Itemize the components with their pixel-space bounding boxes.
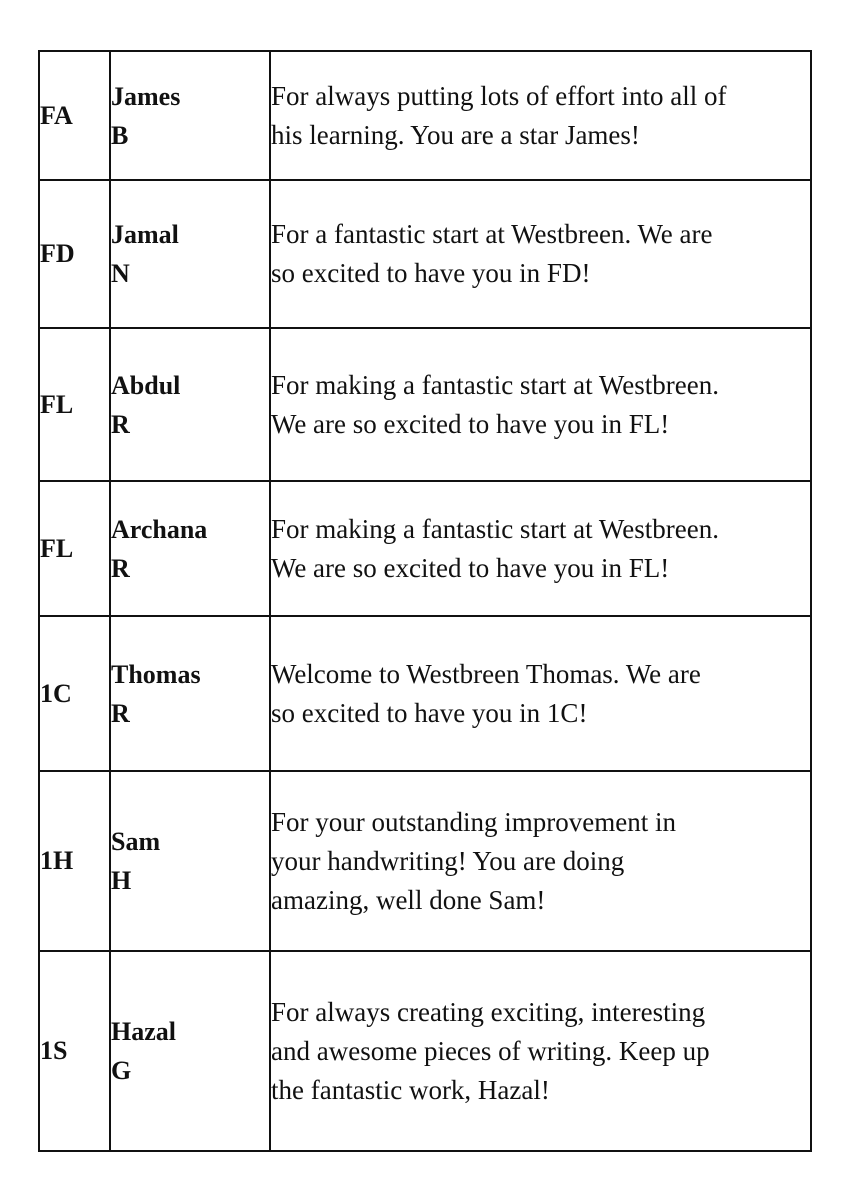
reason-line: amazing, well done Sam! [271,884,546,915]
reason-line: so excited to have you in FD! [271,258,591,288]
table-row [39,951,811,1151]
pupil-first-name: Hazal [111,1017,176,1046]
reason-line: so excited to have you in 1C! [271,697,588,728]
pupil-initial: H [111,866,132,895]
reason-line: and awesome pieces of writing. Keep up [271,1035,710,1066]
reason-line: his learning. You are a star James! [271,119,640,150]
pupil-name-cell [110,51,270,180]
reason-line: We are so excited to have you in FL! [271,408,670,439]
pupil-initial: B [111,120,129,150]
class-cell: 1C [39,616,110,771]
pupil-initial: R [111,553,130,583]
reason-line: Welcome to Westbreen Thomas. We are [271,658,701,689]
pupil-first-name: Abdul [111,370,181,400]
pupil-name-cell [110,180,270,328]
reason-line: For your outstanding improvement in [271,806,676,837]
reason-line: For a fantastic start at Westbreen. We are [271,219,713,249]
table-row [39,328,811,481]
pupil-first-name: Thomas [111,659,201,689]
reason-cell [270,481,811,616]
pupil-initial: G [111,1056,132,1085]
pupil-name-cell [110,771,270,951]
reason-line: We are so excited to have you in FL! [271,552,670,583]
class-cell: 1H [39,771,110,951]
reason-line: For making a fantastic start at Westbreen. [271,369,719,400]
table-row [39,180,811,328]
class-cell: FA [39,51,110,180]
table-row [39,481,811,616]
pupil-name-cell [110,951,270,1151]
table-row [39,51,811,180]
reason-cell [270,616,811,771]
reason-line: For always creating exciting, interesting [271,996,706,1027]
pupil-first-name: Sam [111,827,161,856]
reason-cell [270,771,811,951]
class-cell: FL [39,481,110,616]
pupil-initial: N [111,259,130,288]
pupil-name-cell [110,616,270,771]
pupil-first-name: Archana [111,514,208,544]
reason-cell [270,51,811,180]
reason-line: your handwriting! You are doing [271,845,625,876]
pupil-name-cell [110,328,270,481]
table-row [39,616,811,771]
pupil-initial: R [111,698,130,728]
class-cell: FL [39,328,110,481]
reason-cell [270,951,811,1151]
reason-line: For making a fantastic start at Westbreen. [271,513,719,544]
pupil-first-name: Jamal [111,220,179,249]
class-cell: 1S [39,951,110,1151]
reason-cell [270,180,811,328]
pupil-name-cell [110,481,270,616]
reason-line: the fantastic work, Hazal! [271,1074,550,1105]
class-cell: FD [39,180,110,328]
reason-cell [270,328,811,481]
reason-line: For always putting lots of effort into all of [271,80,727,111]
awards-table [38,50,812,1152]
pupil-first-name: James [111,81,181,111]
table-row [39,771,811,951]
pupil-initial: R [111,409,130,439]
